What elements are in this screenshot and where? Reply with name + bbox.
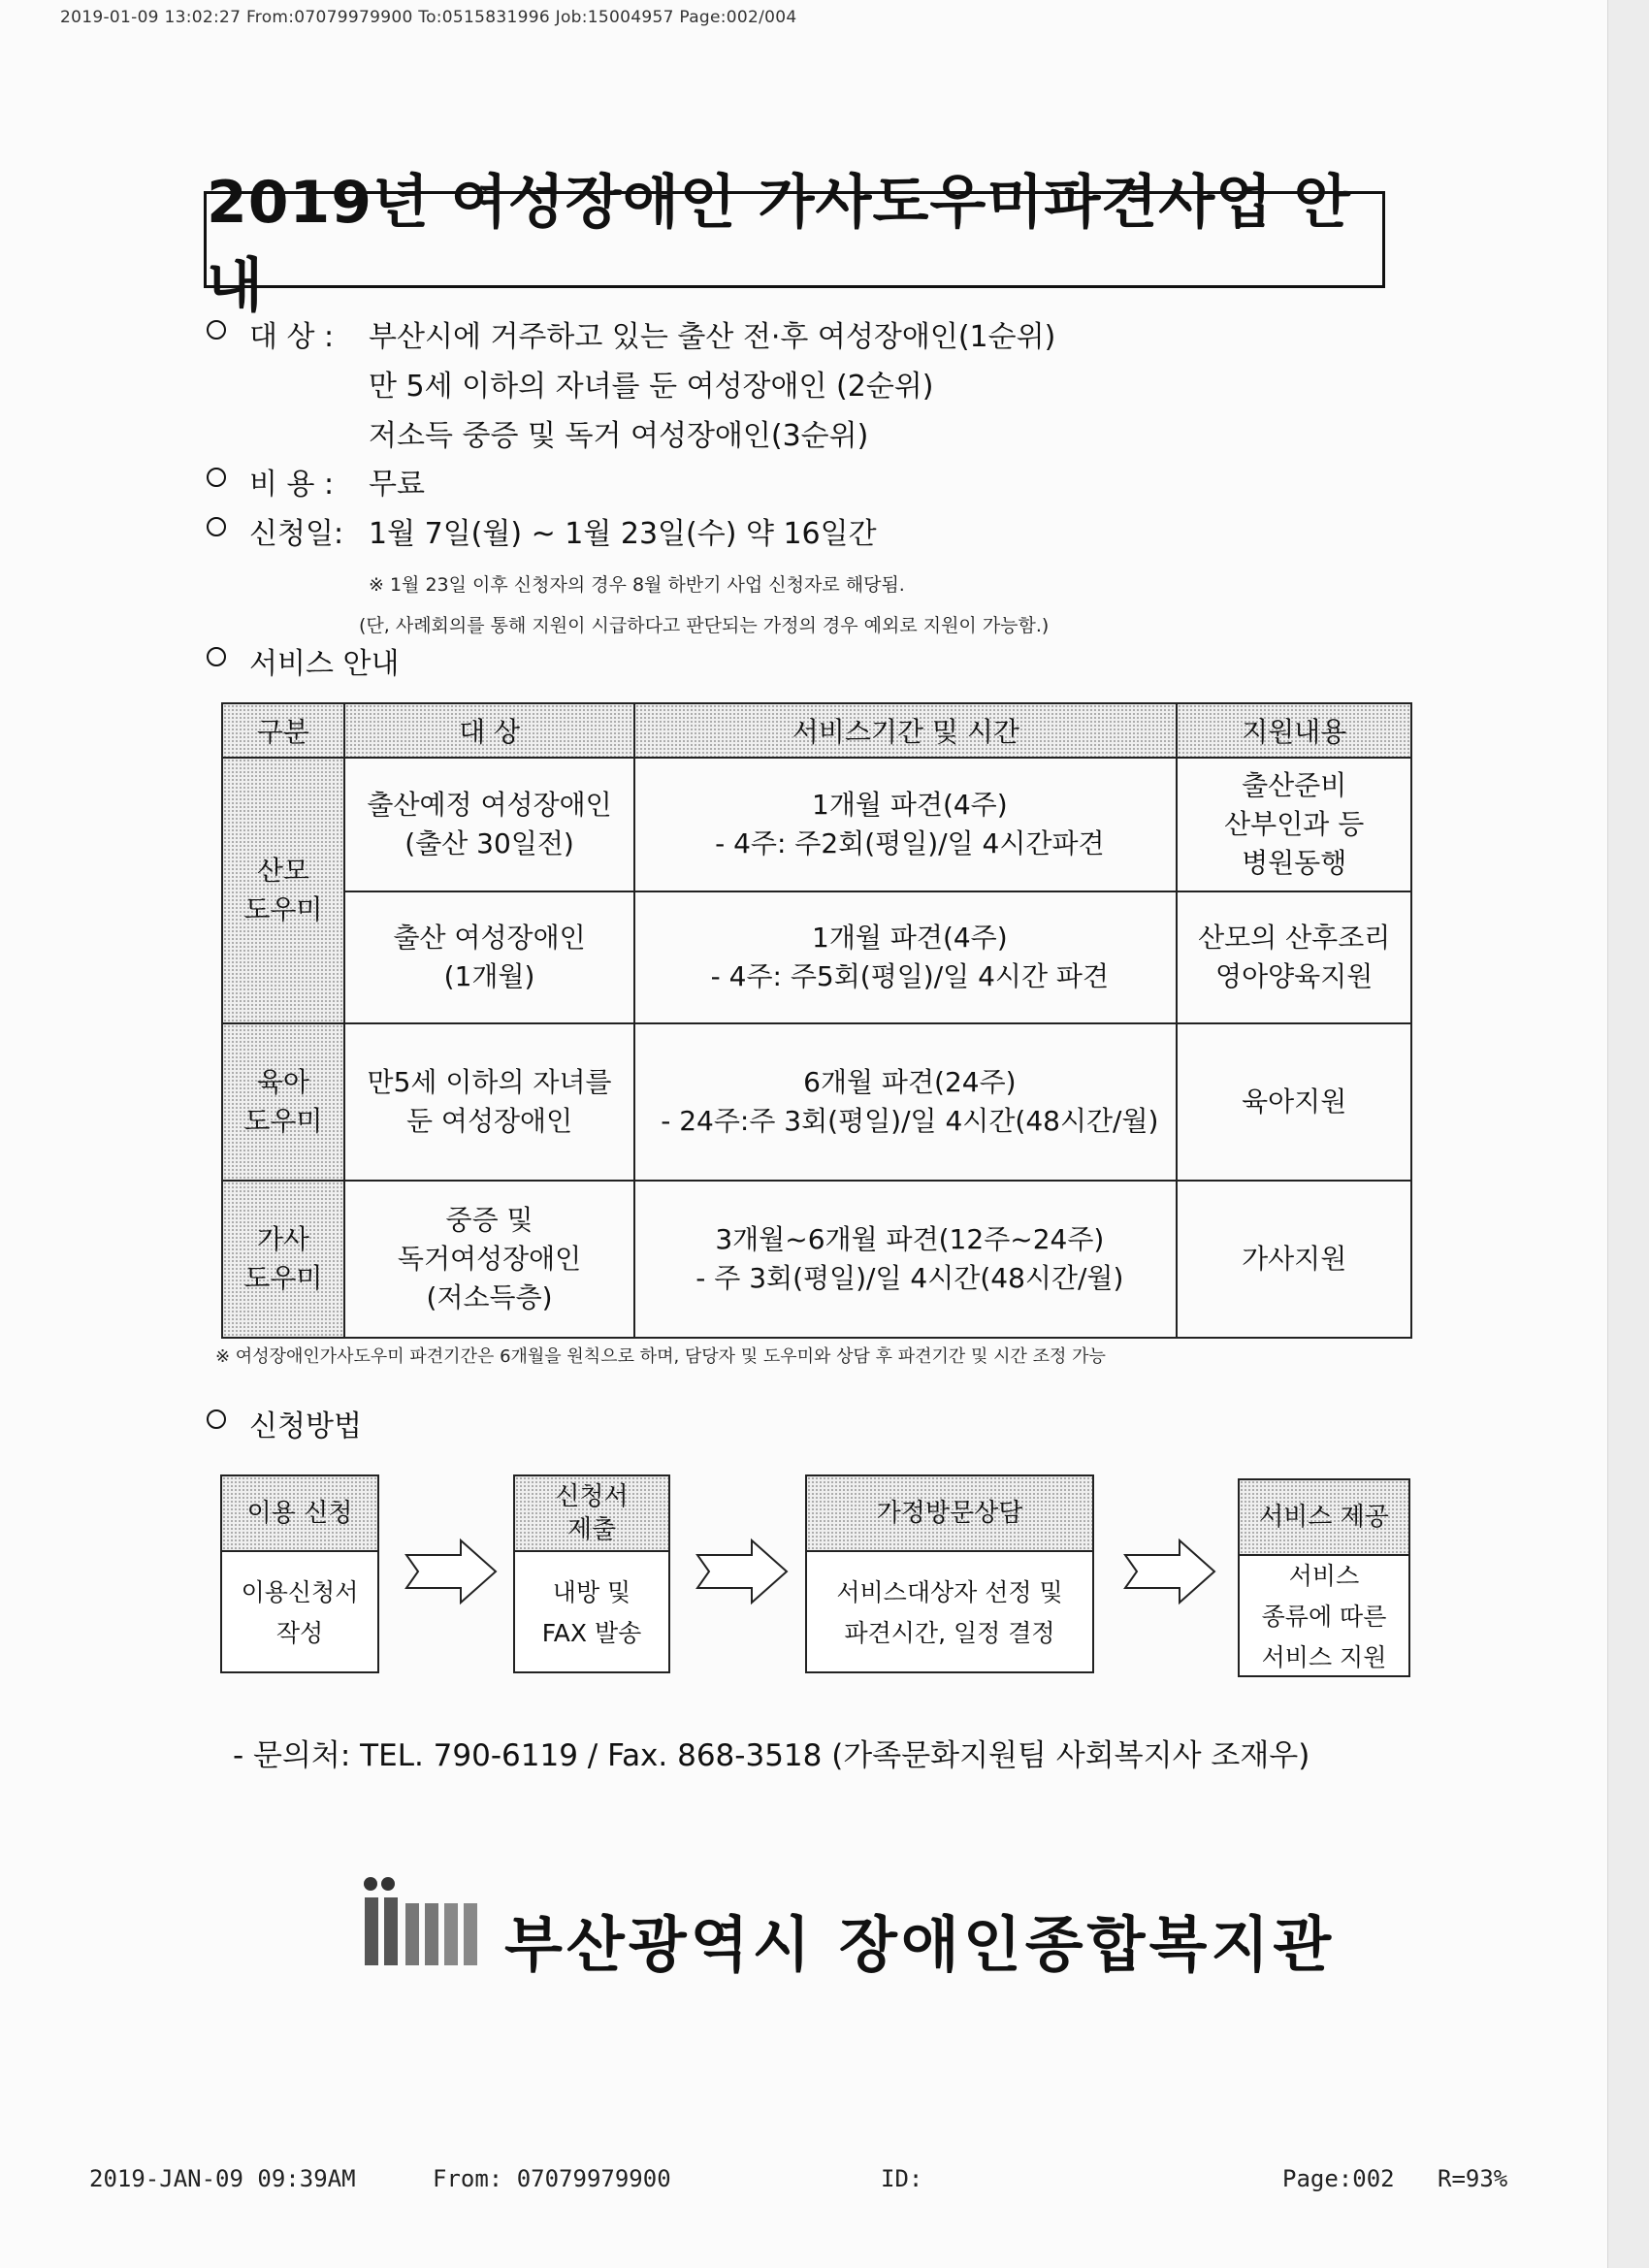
support-cell: 산모의 산후조리 영아양육지원 — [1177, 891, 1411, 1023]
table-row — [222, 758, 1411, 891]
circle-bullet-icon — [207, 517, 226, 536]
flow-step-head: 가정방문상담 — [807, 1476, 1092, 1552]
target-label: 대 상 : — [249, 320, 335, 354]
flow-step-body: 이용신청서 작성 — [241, 1577, 359, 1647]
header-category: 구분 — [222, 703, 344, 758]
org-logo-icon — [355, 1874, 481, 1967]
table-row — [222, 891, 1411, 1023]
flow-step-head: 이용 신청 — [222, 1476, 377, 1552]
cost-label: 비 용 : — [249, 468, 335, 502]
category-housework: 가사 도우미 — [222, 1181, 344, 1338]
flow-step-2 — [513, 1474, 670, 1673]
fax-header: 2019-01-09 13:02:27 From:07079979900 To:0515831996 Job:15004957 Page:002/004 — [60, 8, 797, 27]
target-line-2: 만 5세 이하의 자녀를 둔 여성장애인 (2순위) — [369, 370, 934, 404]
apply-note-1: ※ 1월 23일 이후 신청자의 경우 8월 하반기 사업 신청자로 해당됨. — [369, 574, 905, 596]
contact-info: - 문의처: TEL. 790-6119 / Fax. 868-3518 (가족문화지원팀 사회복지사 조재우) — [233, 1738, 1310, 1773]
period-cell: 6개월 파견(24주) - 24주:주 3회(평일)/일 4시간(48시간/월) — [634, 1023, 1177, 1181]
target-line-1: 부산시에 거주하고 있는 출산 전·후 여성장애인(1순위) — [369, 320, 1056, 354]
header-target: 대 상 — [344, 703, 635, 758]
target-cell: 만5세 이하의 자녀를 둔 여성장애인 — [344, 1023, 635, 1181]
organization-name: 부산광역시 장애인종합복지관 — [504, 1909, 1336, 1980]
apply-period-label: 신청일: — [249, 517, 344, 551]
target-line-3: 저소득 중증 및 독거 여성장애인(3순위) — [369, 419, 869, 453]
circle-bullet-icon — [207, 468, 226, 487]
flow-step-4 — [1238, 1478, 1410, 1677]
category-postpartum: 산모 도우미 — [222, 758, 344, 1023]
table-note: ※ 여성장애인가사도우미 파견기간은 6개월을 원칙으로 하며, 담당자 및 도우미와 상담 후 파견기간 및 시간 조정 가능 — [215, 1346, 1106, 1367]
target-cell: 출산예정 여성장애인 (출산 30일전) — [344, 758, 635, 891]
period-cell: 1개월 파견(4주) - 4주: 주2회(평일)/일 4시간파견 — [634, 758, 1177, 891]
target-cell: 출산 여성장애인 (1개월) — [344, 891, 635, 1023]
table-row — [222, 1181, 1411, 1338]
category-childcare: 육아 도우미 — [222, 1023, 344, 1181]
table-header-row — [222, 703, 1411, 758]
fax-footer-ratio: R=93% — [1438, 2165, 1508, 2192]
arrow-right-icon — [404, 1538, 500, 1605]
flow-step-body: 내방 및 FAX 발송 — [541, 1577, 642, 1647]
period-cell: 3개월~6개월 파견(12주~24주) - 주 3회(평일)/일 4시간(48시간/월) — [634, 1181, 1177, 1338]
support-cell: 육아지원 — [1177, 1023, 1411, 1181]
arrow-right-icon — [695, 1538, 791, 1605]
flow-step-head: 신청서 제출 — [515, 1476, 668, 1552]
period-cell: 1개월 파견(4주) - 4주: 주5회(평일)/일 4시간 파견 — [634, 891, 1177, 1023]
header-period: 서비스기간 및 시간 — [634, 703, 1177, 758]
service-table — [221, 702, 1412, 1339]
circle-bullet-icon — [207, 320, 226, 340]
fax-footer-from: From: 07079979900 — [433, 2165, 671, 2192]
header-support: 지원내용 — [1177, 703, 1411, 758]
service-section-label: 서비스 안내 — [249, 647, 400, 681]
table-row — [222, 1023, 1411, 1181]
circle-bullet-icon — [207, 1409, 226, 1429]
apply-method-label: 신청방법 — [249, 1409, 362, 1443]
title-box — [204, 169, 1385, 320]
circle-bullet-icon — [207, 647, 226, 666]
fax-footer-page: Page:002 — [1282, 2165, 1395, 2192]
support-cell: 출산준비 산부인과 등 병원동행 — [1177, 758, 1411, 891]
flow-step-body: 서비스대상자 선정 및 파견시간, 일정 결정 — [836, 1577, 1063, 1647]
support-cell: 가사지원 — [1177, 1181, 1411, 1338]
fax-footer-datetime: 2019-JAN-09 09:39AM — [89, 2165, 356, 2192]
fax-footer-id: ID: — [881, 2165, 923, 2192]
target-cell: 중증 및 독거여성장애인 (저소득층) — [344, 1181, 635, 1338]
scan-edge — [1607, 0, 1649, 2268]
flow-step-body: 서비스 종류에 따른 서비스 지원 — [1261, 1561, 1387, 1671]
apply-period-value: 1월 7일(월) ~ 1월 23일(수) 약 16일간 — [369, 517, 877, 551]
cost-value: 무료 — [369, 468, 425, 502]
flow-step-3 — [805, 1474, 1094, 1673]
flow-step-head: 서비스 제공 — [1240, 1480, 1408, 1556]
flow-step-1 — [220, 1474, 379, 1673]
arrow-right-icon — [1123, 1538, 1218, 1605]
page-title: 2019년 여성장애인 가사도우미파견사업 안내 — [207, 169, 1352, 320]
apply-note-2: (단, 사례회의를 통해 지원이 시급하다고 판단되는 가정의 경우 예외로 지원이 가능함.) — [359, 615, 1050, 636]
